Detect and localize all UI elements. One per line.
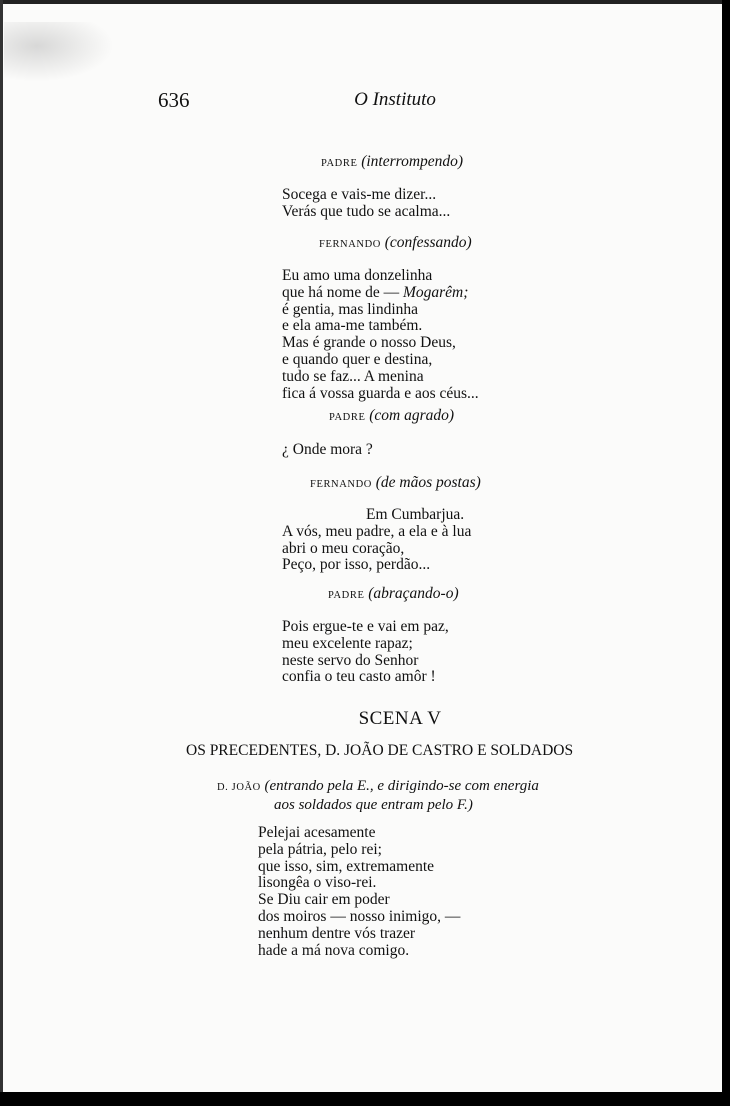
verse-line: é gentia, mas lindinha bbox=[282, 300, 419, 318]
verse-line: lisongêa o viso-rei. bbox=[258, 874, 377, 892]
scan-edge-left bbox=[0, 0, 3, 1106]
scan-smudge bbox=[4, 22, 114, 82]
verse-line: dos moiros — nosso inimigo, — bbox=[258, 907, 461, 925]
scan-edge-bottom bbox=[0, 1092, 730, 1106]
verse-line: A vós, meu padre, a ela e à lua bbox=[282, 522, 472, 540]
verse-line: Se Diu cair em poder bbox=[258, 891, 390, 909]
stage-direction: (com agrado) bbox=[369, 407, 455, 424]
speaker-name: FERNANDO bbox=[310, 479, 372, 490]
verse-line: e ela ama-me também. bbox=[282, 317, 423, 335]
speaker-heading bbox=[319, 234, 472, 252]
verse-line: Pois ergue-te e vai em paz, bbox=[282, 618, 449, 635]
verse-line: confia o teu casto amôr ! bbox=[282, 668, 436, 686]
verse-line: neste servo do Senhor bbox=[282, 651, 419, 669]
verse-block bbox=[282, 619, 449, 686]
stage-direction: (entrando pela E., e dirigindo-se com energia bbox=[264, 778, 539, 794]
speaker-heading bbox=[321, 153, 463, 171]
verse-text: que há nome de — bbox=[282, 283, 400, 301]
verse-emphasis: Mogarêm; bbox=[402, 283, 469, 301]
verse-line: tudo se faz... A menina bbox=[282, 367, 424, 385]
verse-line: Em Cumbarjua. bbox=[366, 506, 465, 523]
page-number: 636 bbox=[158, 88, 190, 112]
verse-line: Verás que tudo se acalma... bbox=[282, 202, 451, 220]
scene-persons: OS PRECEDENTES, D. JOÃO DE CASTRO E SOLDADOS bbox=[186, 742, 574, 759]
speaker-heading bbox=[310, 474, 481, 492]
verse-line: meu excelente rapaz; bbox=[282, 634, 413, 652]
speaker-heading bbox=[329, 407, 454, 425]
stage-direction: (interrompendo) bbox=[361, 153, 464, 170]
speaker-heading bbox=[217, 778, 539, 813]
scan-edge-right bbox=[722, 0, 730, 1106]
stage-direction: (abraçando-o) bbox=[368, 585, 459, 602]
verse-block bbox=[282, 442, 373, 459]
verse-line: pela pátria, pelo rei; bbox=[258, 840, 382, 858]
stage-direction-line bbox=[217, 778, 539, 797]
scan-edge-top bbox=[0, 0, 730, 4]
verse-block bbox=[282, 187, 450, 221]
verse-line: Peço, por isso, perdão... bbox=[282, 556, 431, 574]
speaker-name: PADRE bbox=[321, 158, 358, 169]
verse-line: que isso, sim, extremamente bbox=[258, 857, 435, 875]
verse-line: hade a má nova comigo. bbox=[258, 941, 410, 959]
verse-line: ¿ Onde mora ? bbox=[282, 441, 373, 458]
page-header bbox=[0, 88, 730, 118]
stage-direction: aos soldados que entram pelo F.) bbox=[274, 796, 473, 813]
verse-block bbox=[282, 507, 471, 574]
speaker-heading bbox=[328, 585, 459, 603]
verse-line: fica á vossa guarda e aos céus... bbox=[282, 384, 479, 402]
verse-line: abri o meu coração, bbox=[282, 539, 405, 557]
scene-title: SCENA V bbox=[358, 708, 442, 729]
speaker-name: D. JOÃO bbox=[217, 782, 261, 793]
stage-direction: (confessando) bbox=[384, 234, 472, 251]
verse-line: Pelejai acesamente bbox=[258, 824, 376, 841]
speaker-name: FERNANDO bbox=[319, 239, 381, 250]
verse-line bbox=[282, 285, 479, 302]
speaker-name: PADRE bbox=[328, 590, 365, 601]
verse-line: Mas é grande o nosso Deus, bbox=[282, 334, 456, 352]
verse-line: e quando quer e destina, bbox=[282, 350, 433, 368]
verse-block bbox=[282, 268, 479, 402]
stage-direction-line bbox=[217, 797, 539, 814]
stage-direction: (de mãos postas) bbox=[375, 474, 481, 491]
verse-block bbox=[258, 825, 460, 959]
verse-line: nenhum dentre vós trazer bbox=[258, 924, 416, 942]
verse-line: Socega e vais-me dizer... bbox=[282, 186, 437, 203]
verse-line: Eu amo uma donzelinha bbox=[282, 267, 433, 284]
speaker-name: PADRE bbox=[329, 412, 366, 423]
running-title: O Instituto bbox=[354, 89, 436, 110]
